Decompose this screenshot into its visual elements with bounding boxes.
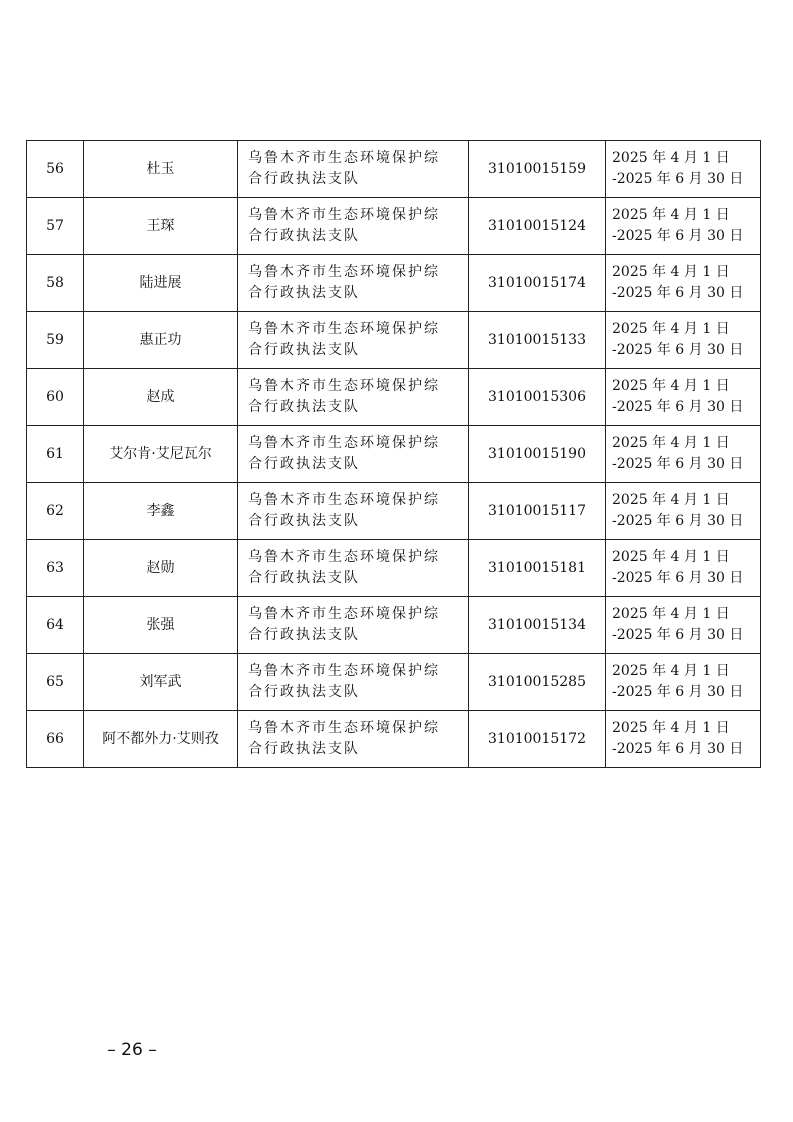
row-number: 56 — [46, 161, 64, 177]
id-cell — [469, 369, 606, 426]
date-cell — [606, 312, 761, 369]
unit-line-2: 合行政执法支队 — [248, 684, 360, 700]
unit-cell — [238, 711, 469, 768]
table-row — [27, 711, 761, 768]
unit-line-2: 合行政执法支队 — [248, 342, 360, 358]
row-number-cell — [27, 426, 84, 483]
name-cell — [84, 141, 238, 198]
date-end: -2025 年 6 月 30 日 — [612, 285, 744, 301]
unit-cell — [238, 198, 469, 255]
unit-cell — [238, 597, 469, 654]
row-number-cell — [27, 483, 84, 540]
unit-line-2: 合行政执法支队 — [248, 171, 360, 187]
unit-line-1: 乌鲁木齐市生态环境保护综 — [248, 264, 440, 280]
table-row — [27, 198, 761, 255]
certificate-number: 31010015174 — [488, 275, 586, 291]
page-number: – 26 – — [107, 1040, 157, 1060]
date-end: -2025 年 6 月 30 日 — [612, 399, 744, 415]
person-name: 惠正功 — [139, 332, 182, 348]
date-cell — [606, 141, 761, 198]
date-cell — [606, 597, 761, 654]
date-start: 2025 年 4 月 1 日 — [612, 606, 730, 622]
certificate-number: 31010015124 — [488, 218, 586, 234]
date-start: 2025 年 4 月 1 日 — [612, 663, 730, 679]
table-row — [27, 369, 761, 426]
name-cell — [84, 198, 238, 255]
id-cell — [469, 483, 606, 540]
row-number-cell — [27, 255, 84, 312]
row-number-cell — [27, 654, 84, 711]
row-number: 62 — [46, 503, 64, 519]
name-cell — [84, 483, 238, 540]
row-number-cell — [27, 597, 84, 654]
unit-line-2: 合行政执法支队 — [248, 627, 360, 643]
row-number: 58 — [46, 275, 64, 291]
table-row — [27, 654, 761, 711]
name-cell — [84, 597, 238, 654]
row-number: 57 — [46, 218, 64, 234]
person-name: 杜玉 — [146, 161, 175, 177]
date-end: -2025 年 6 月 30 日 — [612, 456, 744, 472]
date-cell — [606, 654, 761, 711]
unit-cell — [238, 540, 469, 597]
name-cell — [84, 711, 238, 768]
date-start: 2025 年 4 月 1 日 — [612, 264, 730, 280]
row-number-cell — [27, 141, 84, 198]
date-start: 2025 年 4 月 1 日 — [612, 720, 730, 736]
table-row — [27, 312, 761, 369]
certificate-number: 31010015181 — [488, 560, 586, 576]
unit-cell — [238, 654, 469, 711]
unit-line-2: 合行政执法支队 — [248, 399, 360, 415]
unit-line-1: 乌鲁木齐市生态环境保护综 — [248, 492, 440, 508]
certificate-number: 31010015134 — [488, 617, 586, 633]
row-number: 63 — [46, 560, 64, 576]
id-cell — [469, 654, 606, 711]
unit-line-1: 乌鲁木齐市生态环境保护综 — [248, 663, 440, 679]
unit-line-1: 乌鲁木齐市生态环境保护综 — [248, 150, 440, 166]
date-end: -2025 年 6 月 30 日 — [612, 741, 744, 757]
date-start: 2025 年 4 月 1 日 — [612, 435, 730, 451]
person-name: 刘军武 — [139, 674, 182, 690]
unit-line-1: 乌鲁木齐市生态环境保护综 — [248, 378, 440, 394]
unit-cell — [238, 426, 469, 483]
date-start: 2025 年 4 月 1 日 — [612, 549, 730, 565]
date-cell — [606, 255, 761, 312]
unit-line-1: 乌鲁木齐市生态环境保护综 — [248, 720, 440, 736]
date-start: 2025 年 4 月 1 日 — [612, 150, 730, 166]
person-name: 阿不都外力·艾则孜 — [102, 731, 219, 747]
row-number-cell — [27, 198, 84, 255]
unit-line-2: 合行政执法支队 — [248, 570, 360, 586]
date-cell — [606, 483, 761, 540]
date-cell — [606, 369, 761, 426]
person-name: 赵成 — [146, 389, 175, 405]
name-cell — [84, 255, 238, 312]
certificate-number: 31010015306 — [488, 389, 586, 405]
table-row — [27, 597, 761, 654]
row-number-cell — [27, 369, 84, 426]
date-end: -2025 年 6 月 30 日 — [612, 342, 744, 358]
unit-cell — [238, 255, 469, 312]
row-number: 61 — [46, 446, 64, 462]
table-body — [27, 141, 761, 768]
row-number-cell — [27, 312, 84, 369]
row-number: 60 — [46, 389, 64, 405]
id-cell — [469, 540, 606, 597]
person-name: 张强 — [146, 617, 175, 633]
row-number: 64 — [46, 617, 64, 633]
date-cell — [606, 711, 761, 768]
certificate-number: 31010015117 — [488, 503, 586, 519]
date-cell — [606, 198, 761, 255]
id-cell — [469, 255, 606, 312]
name-cell — [84, 426, 238, 483]
unit-line-2: 合行政执法支队 — [248, 228, 360, 244]
unit-line-2: 合行政执法支队 — [248, 741, 360, 757]
name-cell — [84, 369, 238, 426]
person-name: 陆进展 — [139, 275, 182, 291]
table-row — [27, 141, 761, 198]
name-cell — [84, 540, 238, 597]
unit-line-2: 合行政执法支队 — [248, 285, 360, 301]
id-cell — [469, 198, 606, 255]
unit-cell — [238, 483, 469, 540]
table-row — [27, 483, 761, 540]
name-cell — [84, 654, 238, 711]
unit-cell — [238, 141, 469, 198]
id-cell — [469, 597, 606, 654]
unit-line-1: 乌鲁木齐市生态环境保护综 — [248, 321, 440, 337]
unit-line-1: 乌鲁木齐市生态环境保护综 — [248, 549, 440, 565]
unit-line-1: 乌鲁木齐市生态环境保护综 — [248, 435, 440, 451]
date-start: 2025 年 4 月 1 日 — [612, 492, 730, 508]
id-cell — [469, 141, 606, 198]
person-name: 赵勋 — [146, 560, 175, 576]
unit-line-1: 乌鲁木齐市生态环境保护综 — [248, 207, 440, 223]
unit-line-2: 合行政执法支队 — [248, 456, 360, 472]
date-end: -2025 年 6 月 30 日 — [612, 171, 744, 187]
unit-line-2: 合行政执法支队 — [248, 513, 360, 529]
table-row — [27, 540, 761, 597]
certificate-number: 31010015133 — [488, 332, 586, 348]
roster-table — [26, 140, 761, 768]
certificate-number: 31010015159 — [488, 161, 586, 177]
row-number-cell — [27, 540, 84, 597]
row-number: 59 — [46, 332, 64, 348]
date-cell — [606, 426, 761, 483]
name-cell — [84, 312, 238, 369]
certificate-number: 31010015190 — [488, 446, 586, 462]
row-number-cell — [27, 711, 84, 768]
id-cell — [469, 426, 606, 483]
date-start: 2025 年 4 月 1 日 — [612, 321, 730, 337]
id-cell — [469, 312, 606, 369]
date-end: -2025 年 6 月 30 日 — [612, 627, 744, 643]
person-name: 艾尔肯·艾尼瓦尔 — [109, 446, 212, 462]
unit-cell — [238, 312, 469, 369]
certificate-number: 31010015285 — [488, 674, 586, 690]
date-end: -2025 年 6 月 30 日 — [612, 228, 744, 244]
date-end: -2025 年 6 月 30 日 — [612, 684, 744, 700]
date-end: -2025 年 6 月 30 日 — [612, 570, 744, 586]
id-cell — [469, 711, 606, 768]
unit-line-1: 乌鲁木齐市生态环境保护综 — [248, 606, 440, 622]
date-end: -2025 年 6 月 30 日 — [612, 513, 744, 529]
date-start: 2025 年 4 月 1 日 — [612, 207, 730, 223]
row-number: 65 — [46, 674, 64, 690]
person-name: 李鑫 — [146, 503, 175, 519]
date-cell — [606, 540, 761, 597]
row-number: 66 — [46, 731, 64, 747]
certificate-number: 31010015172 — [488, 731, 586, 747]
person-name: 王琛 — [146, 218, 175, 234]
unit-cell — [238, 369, 469, 426]
date-start: 2025 年 4 月 1 日 — [612, 378, 730, 394]
table-row — [27, 255, 761, 312]
table-row — [27, 426, 761, 483]
